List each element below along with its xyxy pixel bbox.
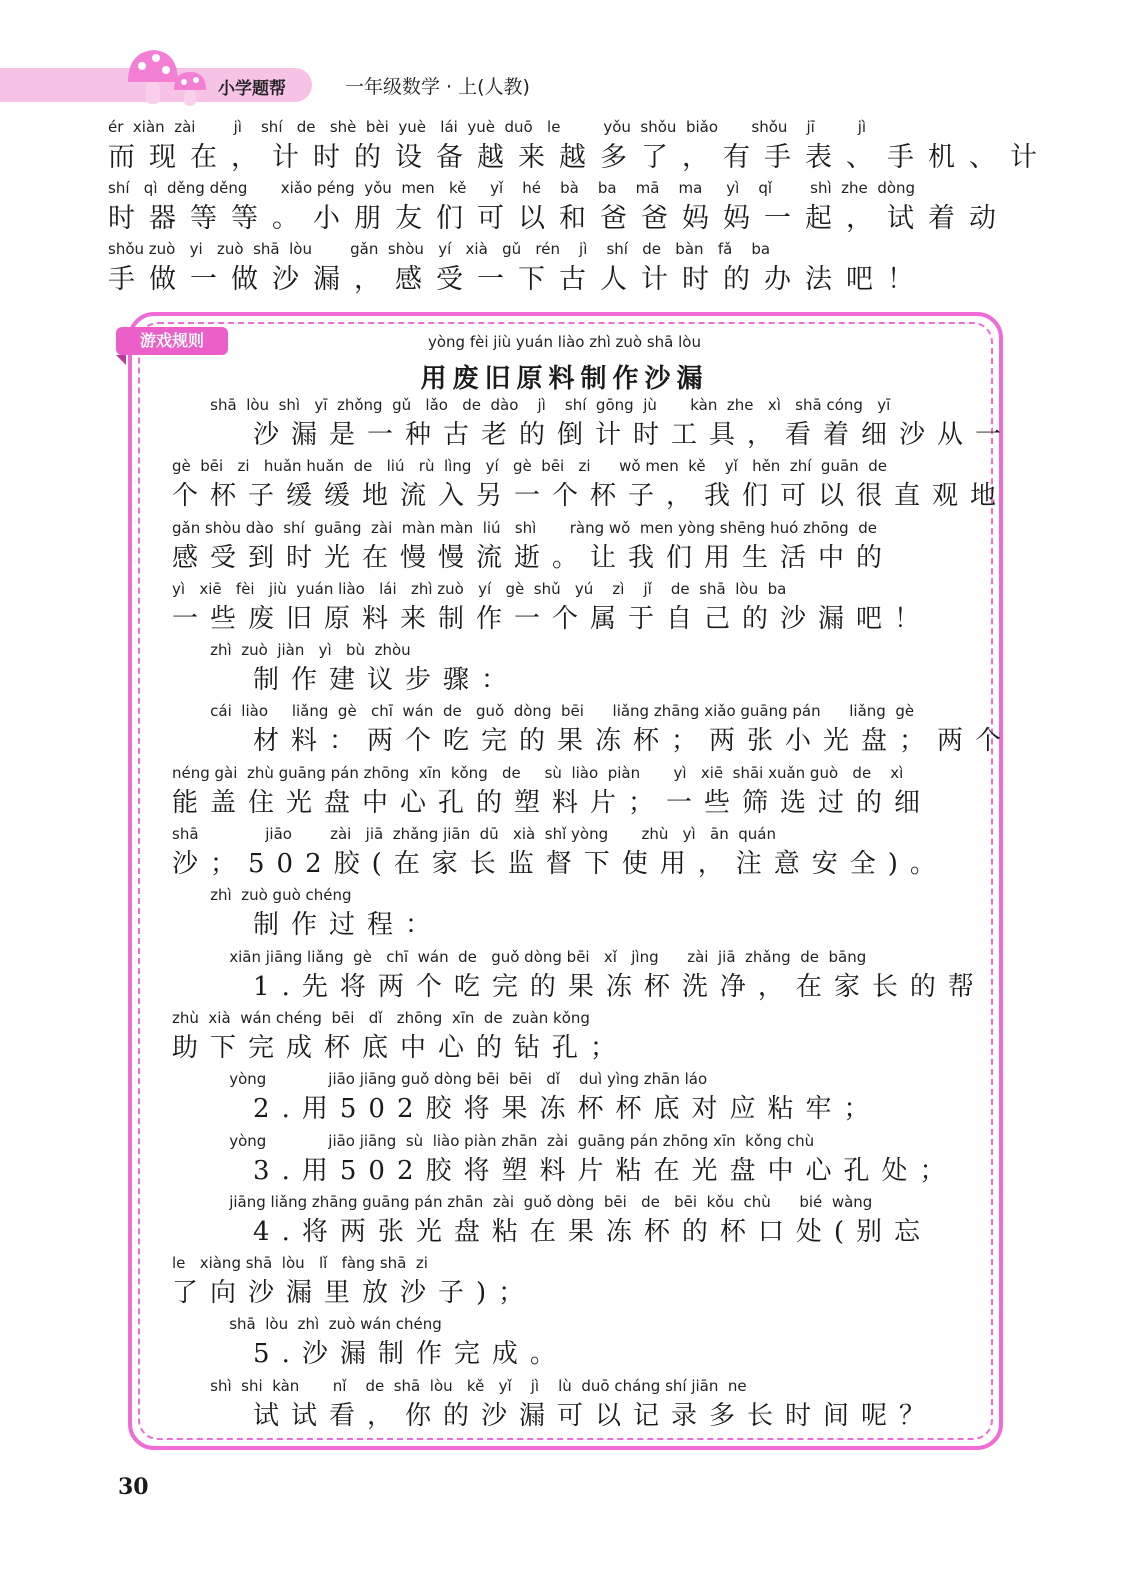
hanzi-line: 一些废旧原料来制作一个属于自己的沙漏吧！ xyxy=(172,603,933,634)
hanzi-line: 能盖住光盘中心孔的塑料片；一些筛选过的细 xyxy=(172,787,933,818)
hanzi-line: 制作过程： xyxy=(172,910,444,941)
hanzi-line: 沙；502胶(在家长监督下使用，注意安全)。 xyxy=(172,849,948,880)
text-line xyxy=(172,823,972,884)
pinyin-line: shí qì děng děng xiǎo péng yǒu men kě yǐ hé bà ba mā ma yì qǐ shì zhe dòng xyxy=(108,179,916,197)
text-line xyxy=(108,116,1051,177)
pinyin-line: shā lòu zhì zuò wán chéng xyxy=(172,1315,442,1334)
pinyin-line: zhù xià wán chéng bēi dǐ zhōng xīn de zuàn kǒng xyxy=(172,1008,590,1027)
brand-label: 小学题帮 xyxy=(218,79,286,99)
hanzi-line: 5.沙漏制作完成。 xyxy=(172,1339,568,1370)
pinyin-line: gǎn shòu dào shí guāng zài màn màn liú shì ràng wǒ men yòng shēng huó zhōng de xyxy=(172,518,877,537)
pinyin-line: yòng jiāo jiāng sù liào piàn zhān zài guāng pán zhōng xīn kǒng chù xyxy=(172,1131,815,1150)
hanzi-line: 1.先将两个吃完的果冻杯洗净，在家长的帮 xyxy=(172,971,986,1002)
hanzi-line: 3.用502胶将塑料片粘在光盘中心孔处； xyxy=(172,1155,958,1186)
text-line xyxy=(172,1068,972,1129)
pinyin-line: shì shi kàn nǐ de shā lòu kě yǐ jì lù duō cháng shí jiān ne xyxy=(172,1376,747,1395)
pinyin-line: zhì zuò guò chéng xyxy=(172,886,352,905)
rules-tag: 游戏规则 xyxy=(116,327,228,355)
pinyin-line: le xiàng shā lòu lǐ fàng shā zi xyxy=(172,1254,428,1273)
text-line xyxy=(172,639,972,700)
hanzi-line: 手做一做沙漏，感受一下古人计时的办法吧！ xyxy=(108,264,928,295)
intro-paragraph xyxy=(108,116,1051,299)
pinyin-line: jiāng liǎng zhāng guāng pán zhān zài guǒ dòng bēi de bēi kǒu chù bié wàng xyxy=(172,1192,873,1211)
pinyin-line: néng gài zhù guāng pán zhōng xīn kǒng de sù liào piàn yì xiē shāi xuǎn guò de xì xyxy=(172,763,904,782)
text-line xyxy=(172,1007,972,1068)
text-line xyxy=(172,700,1014,761)
pinyin-line: shā jiāo zài jiā zhǎng jiān dū xià shǐ yòng zhù yì ān quán xyxy=(172,825,776,844)
pinyin-line: ér xiàn zài jì shí de shè bèi yuè lái yuè duō le yǒu shǒu biǎo shǒu jī jì xyxy=(108,118,867,136)
text-line xyxy=(108,177,1028,238)
hanzi-line: 助下完成杯底中心的钻孔； xyxy=(172,1032,629,1063)
pinyin-line: yòng jiāo jiāng guǒ dòng bēi bēi dǐ duì yìng zhān láo xyxy=(172,1070,708,1089)
text-line xyxy=(172,1130,972,1191)
text-line xyxy=(172,884,972,945)
text-line xyxy=(172,762,972,823)
text-line xyxy=(172,578,972,639)
hanzi-line: 感受到时光在慢慢流逝。让我们用生活中的 xyxy=(172,542,895,573)
title-pinyin: yòng fèi jiù yuán liào zhì zuò shā lòu xyxy=(427,333,701,351)
text-line xyxy=(172,517,972,578)
text-line xyxy=(172,1252,972,1313)
text-line xyxy=(172,1375,972,1436)
text-line xyxy=(172,946,986,1007)
pinyin-line: zhì zuò jiàn yì bù zhòu xyxy=(172,641,411,660)
page-number: 30 xyxy=(118,1474,149,1500)
text-line xyxy=(172,1191,972,1252)
pinyin-line: yì xiē fèi jiù yuán liào lái zhì zuò yí gè shǔ yú zì jǐ de shā lòu ba xyxy=(172,579,787,598)
text-line xyxy=(172,455,1009,516)
hanzi-line: 4.将两张光盘粘在果冻杯的杯口处(别忘 xyxy=(172,1216,933,1247)
subject-label: 一年级数学 · 上(人教) xyxy=(345,76,530,98)
hanzi-line: 而现在，计时的设备越来越多了，有手表、手机、计 xyxy=(108,142,1051,173)
hanzi-line: 时器等等。小朋友们可以和爸爸妈妈一起，试着动 xyxy=(108,203,1010,234)
hanzi-line: 了向沙漏里放沙子)； xyxy=(172,1278,537,1309)
pinyin-line: gè bēi zi huǎn huǎn de liú rù lìng yí gè bēi zi wǒ men kě yǐ hěn zhí guān de xyxy=(172,457,887,476)
pinyin-line: shǒu zuò yi zuò shā lòu gǎn shòu yí xià gǔ rén jì shí de bàn fǎ ba xyxy=(108,240,771,258)
hanzi-line: 2.用502胶将果冻杯杯底对应粘牢； xyxy=(172,1094,882,1125)
hanzi-line: 制作建议步骤： xyxy=(172,665,520,696)
hanzi-line: 个杯子缓缓地流入另一个杯子，我们可以很直观地 xyxy=(172,481,1009,512)
pinyin-line: xiān jiāng liǎng gè chī wán de guǒ dòng bēi xǐ jìng zài jiā zhǎng de bāng xyxy=(172,947,867,966)
mushroom-logo-icon xyxy=(120,44,220,110)
text-line xyxy=(108,238,1028,299)
pinyin-line: cái liào liǎng gè chī wán de guǒ dòng bēi liǎng zhāng xiǎo guāng pán liǎng gè xyxy=(172,702,915,721)
hanzi-line: 试试看，你的沙漏可以记录多长时间呢？ xyxy=(172,1400,938,1431)
box-title: 用废旧原料制作沙漏 xyxy=(420,364,709,394)
hanzi-line: 材料：两个吃完的果冻杯；两张小光盘；两个 xyxy=(172,726,1014,757)
hanzi-line: 沙漏是一种古老的倒计时工具，看着细沙从一 xyxy=(172,420,1014,450)
rules-content xyxy=(172,394,1014,1436)
pinyin-line: shā lòu shì yī zhǒng gǔ lǎo de dào jì shí gōng jù kàn zhe xì shā cóng yī xyxy=(172,396,891,414)
text-line xyxy=(172,1313,972,1374)
text-line xyxy=(172,394,1014,455)
